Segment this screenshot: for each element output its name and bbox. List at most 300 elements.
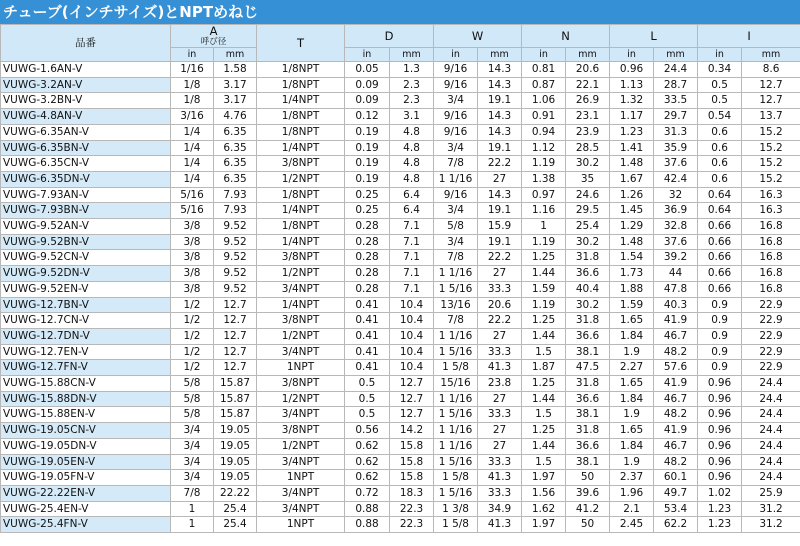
cell-n-mm: 25.4 [566,219,610,235]
cell-a-in: 1 [171,517,214,533]
cell-l-in: 2.37 [610,470,654,486]
cell-d-mm: 10.4 [390,328,434,344]
cell-w-mm: 33.3 [478,407,522,423]
cell-l-mm: 48.2 [654,344,698,360]
cell-w-in: 13/16 [434,297,478,313]
cell-i-in: 0.64 [698,187,742,203]
cell-part-number: VUWG-7.93BN-V [1,203,171,219]
cell-n-in: 1.06 [522,93,566,109]
cell-part-number: VUWG-1.6AN-V [1,62,171,78]
cell-n-in: 1.44 [522,328,566,344]
cell-part-number: VUWG-12.7CN-V [1,313,171,329]
header-a-nominal: 呼び径 [200,37,227,47]
cell-n-mm: 36.6 [566,266,610,282]
cell-d-in: 0.62 [345,470,390,486]
cell-l-in: 1.67 [610,171,654,187]
cell-d-mm: 10.4 [390,360,434,376]
cell-a-in: 1/2 [171,360,214,376]
cell-a-mm: 6.35 [214,171,257,187]
cell-d-in: 0.25 [345,187,390,203]
cell-i-mm: 31.2 [742,501,800,517]
cell-n-in: 1.12 [522,140,566,156]
table-row [1,203,800,219]
cell-d-mm: 4.8 [390,124,434,140]
cell-part-number: VUWG-25.4EN-V [1,501,171,517]
cell-i-mm: 15.2 [742,124,800,140]
table-row [1,266,800,282]
cell-d-mm: 22.3 [390,501,434,517]
cell-i-in: 0.96 [698,376,742,392]
cell-l-in: 1.29 [610,219,654,235]
cell-t-thread: 1/4NPT [257,234,345,250]
table-row [1,156,800,172]
cell-a-in: 1/4 [171,156,214,172]
cell-w-mm: 14.3 [478,62,522,78]
cell-n-mm: 36.6 [566,391,610,407]
cell-l-mm: 36.9 [654,203,698,219]
cell-n-in: 1.16 [522,203,566,219]
cell-d-mm: 4.8 [390,156,434,172]
cell-t-thread: 3/4NPT [257,344,345,360]
cell-part-number: VUWG-6.35DN-V [1,171,171,187]
cell-w-in: 7/8 [434,156,478,172]
cell-l-in: 1.59 [610,297,654,313]
cell-n-in: 1.38 [522,171,566,187]
header-l: L [610,25,698,48]
cell-w-in: 1 5/16 [434,344,478,360]
cell-d-in: 0.19 [345,140,390,156]
cell-a-mm: 19.05 [214,423,257,439]
header-a-label: A [209,24,218,38]
cell-d-mm: 18.3 [390,485,434,501]
cell-d-in: 0.41 [345,344,390,360]
cell-l-mm: 44 [654,266,698,282]
header-unit-mm: mm [742,48,800,62]
cell-a-in: 3/8 [171,234,214,250]
cell-t-thread: 1NPT [257,517,345,533]
table-row [1,93,800,109]
cell-w-mm: 20.6 [478,297,522,313]
page-title: チューブ(インチサイズ)とNPTめねじ [0,0,800,24]
cell-a-mm: 15.87 [214,376,257,392]
cell-d-in: 0.09 [345,77,390,93]
cell-a-in: 1/4 [171,140,214,156]
cell-t-thread: 1/4NPT [257,297,345,313]
cell-d-mm: 10.4 [390,344,434,360]
cell-l-in: 1.65 [610,376,654,392]
cell-l-mm: 57.6 [654,360,698,376]
cell-n-in: 1.19 [522,156,566,172]
cell-n-in: 1.25 [522,250,566,266]
cell-l-mm: 46.7 [654,438,698,454]
cell-i-in: 0.9 [698,328,742,344]
cell-part-number: VUWG-3.2BN-V [1,93,171,109]
cell-a-mm: 9.52 [214,266,257,282]
cell-d-in: 0.5 [345,407,390,423]
cell-w-in: 1 5/16 [434,281,478,297]
cell-l-in: 1.84 [610,391,654,407]
cell-n-in: 1.5 [522,454,566,470]
cell-i-in: 0.66 [698,234,742,250]
cell-t-thread: 3/4NPT [257,454,345,470]
cell-l-in: 1.23 [610,124,654,140]
cell-a-in: 3/4 [171,423,214,439]
cell-w-mm: 19.1 [478,140,522,156]
cell-w-in: 1 1/16 [434,423,478,439]
cell-part-number: VUWG-6.35BN-V [1,140,171,156]
table-row [1,344,800,360]
cell-i-mm: 24.4 [742,470,800,486]
cell-w-in: 5/8 [434,219,478,235]
cell-a-in: 1/2 [171,328,214,344]
cell-a-mm: 12.7 [214,344,257,360]
cell-d-mm: 1.3 [390,62,434,78]
cell-l-mm: 41.9 [654,313,698,329]
cell-part-number: VUWG-19.05FN-V [1,470,171,486]
cell-l-mm: 48.2 [654,407,698,423]
cell-i-in: 1.23 [698,501,742,517]
cell-w-mm: 27 [478,423,522,439]
cell-n-in: 0.81 [522,62,566,78]
cell-d-in: 0.12 [345,109,390,125]
header-unit-in: in [610,48,654,62]
cell-l-in: 1.65 [610,313,654,329]
cell-n-in: 1.25 [522,313,566,329]
header-unit-in: in [434,48,478,62]
cell-n-mm: 47.5 [566,360,610,376]
cell-l-mm: 49.7 [654,485,698,501]
cell-i-in: 0.6 [698,124,742,140]
cell-i-mm: 16.8 [742,281,800,297]
table-row [1,250,800,266]
cell-t-thread: 1/8NPT [257,109,345,125]
cell-l-in: 1.9 [610,407,654,423]
cell-w-in: 7/8 [434,313,478,329]
cell-a-in: 3/8 [171,219,214,235]
cell-i-mm: 22.9 [742,297,800,313]
cell-t-thread: 1/4NPT [257,93,345,109]
cell-d-in: 0.5 [345,391,390,407]
cell-l-mm: 29.7 [654,109,698,125]
cell-l-in: 1.48 [610,234,654,250]
cell-l-in: 2.1 [610,501,654,517]
cell-d-in: 0.19 [345,171,390,187]
cell-d-in: 0.28 [345,281,390,297]
cell-n-in: 1.19 [522,297,566,313]
cell-part-number: VUWG-12.7EN-V [1,344,171,360]
cell-w-mm: 33.3 [478,485,522,501]
cell-i-in: 0.6 [698,140,742,156]
cell-l-in: 1.84 [610,438,654,454]
cell-i-in: 0.6 [698,156,742,172]
cell-i-mm: 22.9 [742,360,800,376]
cell-t-thread: 1/2NPT [257,328,345,344]
cell-n-mm: 28.5 [566,140,610,156]
cell-w-mm: 34.9 [478,501,522,517]
cell-a-mm: 15.87 [214,391,257,407]
cell-w-mm: 14.3 [478,187,522,203]
cell-t-thread: 1/4NPT [257,140,345,156]
cell-n-mm: 31.8 [566,313,610,329]
cell-i-mm: 24.4 [742,438,800,454]
cell-w-mm: 14.3 [478,109,522,125]
cell-w-in: 1 1/16 [434,266,478,282]
cell-n-in: 1.87 [522,360,566,376]
cell-d-mm: 4.8 [390,140,434,156]
cell-t-thread: 3/4NPT [257,281,345,297]
cell-d-in: 0.62 [345,454,390,470]
cell-a-in: 1/4 [171,171,214,187]
cell-i-mm: 22.9 [742,328,800,344]
cell-w-mm: 27 [478,438,522,454]
table-row [1,423,800,439]
cell-d-in: 0.41 [345,360,390,376]
cell-w-in: 9/16 [434,77,478,93]
cell-i-in: 0.54 [698,109,742,125]
cell-w-mm: 41.3 [478,470,522,486]
cell-l-in: 1.41 [610,140,654,156]
header-unit-in: in [698,48,742,62]
cell-w-in: 9/16 [434,109,478,125]
cell-w-mm: 33.3 [478,454,522,470]
cell-w-in: 1 5/16 [434,407,478,423]
cell-l-in: 0.96 [610,62,654,78]
cell-a-mm: 12.7 [214,328,257,344]
table-row [1,313,800,329]
cell-t-thread: 1/8NPT [257,62,345,78]
table-body [1,62,800,533]
table-row [1,376,800,392]
cell-a-mm: 9.52 [214,234,257,250]
cell-i-mm: 24.4 [742,391,800,407]
cell-n-in: 1.56 [522,485,566,501]
cell-a-in: 1/16 [171,62,214,78]
table-row [1,62,800,78]
cell-w-in: 1 1/16 [434,328,478,344]
table-row [1,171,800,187]
cell-a-in: 3/4 [171,470,214,486]
cell-l-mm: 46.7 [654,328,698,344]
cell-d-mm: 15.8 [390,470,434,486]
cell-n-mm: 31.8 [566,423,610,439]
cell-i-in: 0.96 [698,470,742,486]
cell-d-mm: 15.8 [390,438,434,454]
cell-l-mm: 46.7 [654,391,698,407]
cell-l-mm: 35.9 [654,140,698,156]
cell-l-in: 2.27 [610,360,654,376]
cell-a-mm: 9.52 [214,219,257,235]
cell-w-in: 7/8 [434,250,478,266]
cell-l-mm: 37.6 [654,234,698,250]
cell-w-in: 1 1/16 [434,438,478,454]
cell-i-mm: 15.2 [742,140,800,156]
cell-part-number: VUWG-15.88EN-V [1,407,171,423]
header-unit-mm: mm [390,48,434,62]
cell-a-in: 5/8 [171,391,214,407]
cell-l-in: 1.26 [610,187,654,203]
table-row [1,187,800,203]
cell-i-mm: 15.2 [742,156,800,172]
cell-n-in: 0.94 [522,124,566,140]
cell-n-in: 1.59 [522,281,566,297]
cell-w-in: 3/4 [434,234,478,250]
cell-n-in: 1.19 [522,234,566,250]
cell-w-mm: 15.9 [478,219,522,235]
cell-part-number: VUWG-6.35CN-V [1,156,171,172]
cell-w-mm: 33.3 [478,281,522,297]
cell-w-in: 1 5/16 [434,454,478,470]
cell-d-in: 0.25 [345,203,390,219]
cell-i-mm: 16.3 [742,203,800,219]
cell-w-mm: 19.1 [478,203,522,219]
cell-t-thread: 1/8NPT [257,219,345,235]
cell-i-mm: 24.4 [742,423,800,439]
cell-part-number: VUWG-9.52BN-V [1,234,171,250]
cell-d-in: 0.62 [345,438,390,454]
cell-w-in: 1 5/8 [434,517,478,533]
cell-n-mm: 38.1 [566,454,610,470]
cell-n-in: 0.87 [522,77,566,93]
cell-l-mm: 32.8 [654,219,698,235]
cell-a-in: 1/2 [171,313,214,329]
cell-w-in: 1 3/8 [434,501,478,517]
cell-n-mm: 30.2 [566,297,610,313]
cell-n-mm: 31.8 [566,376,610,392]
cell-w-mm: 27 [478,266,522,282]
cell-l-mm: 37.6 [654,156,698,172]
cell-w-mm: 14.3 [478,124,522,140]
cell-t-thread: 1/4NPT [257,203,345,219]
table-row [1,391,800,407]
cell-a-in: 1 [171,501,214,517]
cell-n-in: 1.44 [522,438,566,454]
cell-n-mm: 26.9 [566,93,610,109]
cell-t-thread: 3/4NPT [257,501,345,517]
cell-d-in: 0.5 [345,376,390,392]
cell-d-mm: 7.1 [390,266,434,282]
cell-d-mm: 7.1 [390,250,434,266]
cell-n-in: 1.44 [522,266,566,282]
header-unit-mm: mm [214,48,257,62]
cell-n-mm: 36.6 [566,328,610,344]
cell-n-in: 1.62 [522,501,566,517]
cell-l-mm: 24.4 [654,62,698,78]
cell-n-in: 1.25 [522,376,566,392]
cell-i-in: 0.9 [698,297,742,313]
cell-t-thread: 1/2NPT [257,171,345,187]
table-row [1,328,800,344]
cell-i-mm: 25.9 [742,485,800,501]
cell-d-in: 0.19 [345,156,390,172]
cell-d-in: 0.72 [345,485,390,501]
cell-w-in: 9/16 [434,187,478,203]
cell-i-in: 0.9 [698,344,742,360]
cell-d-in: 0.28 [345,234,390,250]
cell-part-number: VUWG-3.2AN-V [1,77,171,93]
cell-i-mm: 15.2 [742,171,800,187]
cell-n-mm: 38.1 [566,344,610,360]
cell-i-mm: 8.6 [742,62,800,78]
cell-l-in: 1.88 [610,281,654,297]
cell-a-mm: 4.76 [214,109,257,125]
cell-n-in: 1.5 [522,407,566,423]
cell-a-mm: 9.52 [214,250,257,266]
header-unit-in: in [345,48,390,62]
cell-d-in: 0.28 [345,219,390,235]
cell-t-thread: 1NPT [257,360,345,376]
cell-a-in: 5/16 [171,203,214,219]
table-row [1,454,800,470]
cell-w-mm: 33.3 [478,344,522,360]
cell-a-mm: 25.4 [214,517,257,533]
cell-l-mm: 40.3 [654,297,698,313]
cell-n-mm: 50 [566,517,610,533]
cell-i-mm: 12.7 [742,77,800,93]
table-row [1,470,800,486]
cell-w-mm: 27 [478,391,522,407]
cell-t-thread: 1NPT [257,470,345,486]
cell-w-mm: 22.2 [478,313,522,329]
cell-n-mm: 38.1 [566,407,610,423]
cell-a-in: 1/4 [171,124,214,140]
cell-w-in: 15/16 [434,376,478,392]
table-row [1,438,800,454]
table-row [1,219,800,235]
cell-i-in: 0.5 [698,93,742,109]
cell-i-mm: 13.7 [742,109,800,125]
cell-t-thread: 3/4NPT [257,485,345,501]
cell-i-in: 0.34 [698,62,742,78]
cell-i-in: 0.96 [698,438,742,454]
cell-i-in: 0.96 [698,423,742,439]
cell-i-in: 1.02 [698,485,742,501]
cell-w-mm: 19.1 [478,234,522,250]
header-unit-mm: mm [566,48,610,62]
cell-a-in: 3/16 [171,109,214,125]
table-row [1,124,800,140]
cell-l-mm: 33.5 [654,93,698,109]
specifications-table [0,24,800,533]
header-part-number: 品番 [1,25,171,62]
cell-n-in: 1 [522,219,566,235]
cell-part-number: VUWG-9.52EN-V [1,281,171,297]
cell-l-mm: 47.8 [654,281,698,297]
cell-l-mm: 60.1 [654,470,698,486]
cell-l-mm: 48.2 [654,454,698,470]
cell-a-mm: 6.35 [214,124,257,140]
table-row [1,517,800,533]
cell-d-in: 0.41 [345,328,390,344]
cell-l-in: 1.9 [610,454,654,470]
cell-a-mm: 3.17 [214,93,257,109]
cell-t-thread: 1/2NPT [257,266,345,282]
cell-d-mm: 7.1 [390,219,434,235]
cell-n-mm: 35 [566,171,610,187]
cell-part-number: VUWG-9.52AN-V [1,219,171,235]
cell-n-mm: 20.6 [566,62,610,78]
cell-i-in: 0.66 [698,219,742,235]
cell-t-thread: 1/2NPT [257,391,345,407]
cell-d-in: 0.41 [345,313,390,329]
cell-i-mm: 12.7 [742,93,800,109]
header-t: T [257,25,345,62]
cell-l-mm: 32 [654,187,698,203]
cell-d-mm: 2.3 [390,77,434,93]
cell-i-mm: 22.9 [742,313,800,329]
cell-part-number: VUWG-19.05EN-V [1,454,171,470]
cell-w-mm: 27 [478,328,522,344]
cell-l-in: 1.96 [610,485,654,501]
